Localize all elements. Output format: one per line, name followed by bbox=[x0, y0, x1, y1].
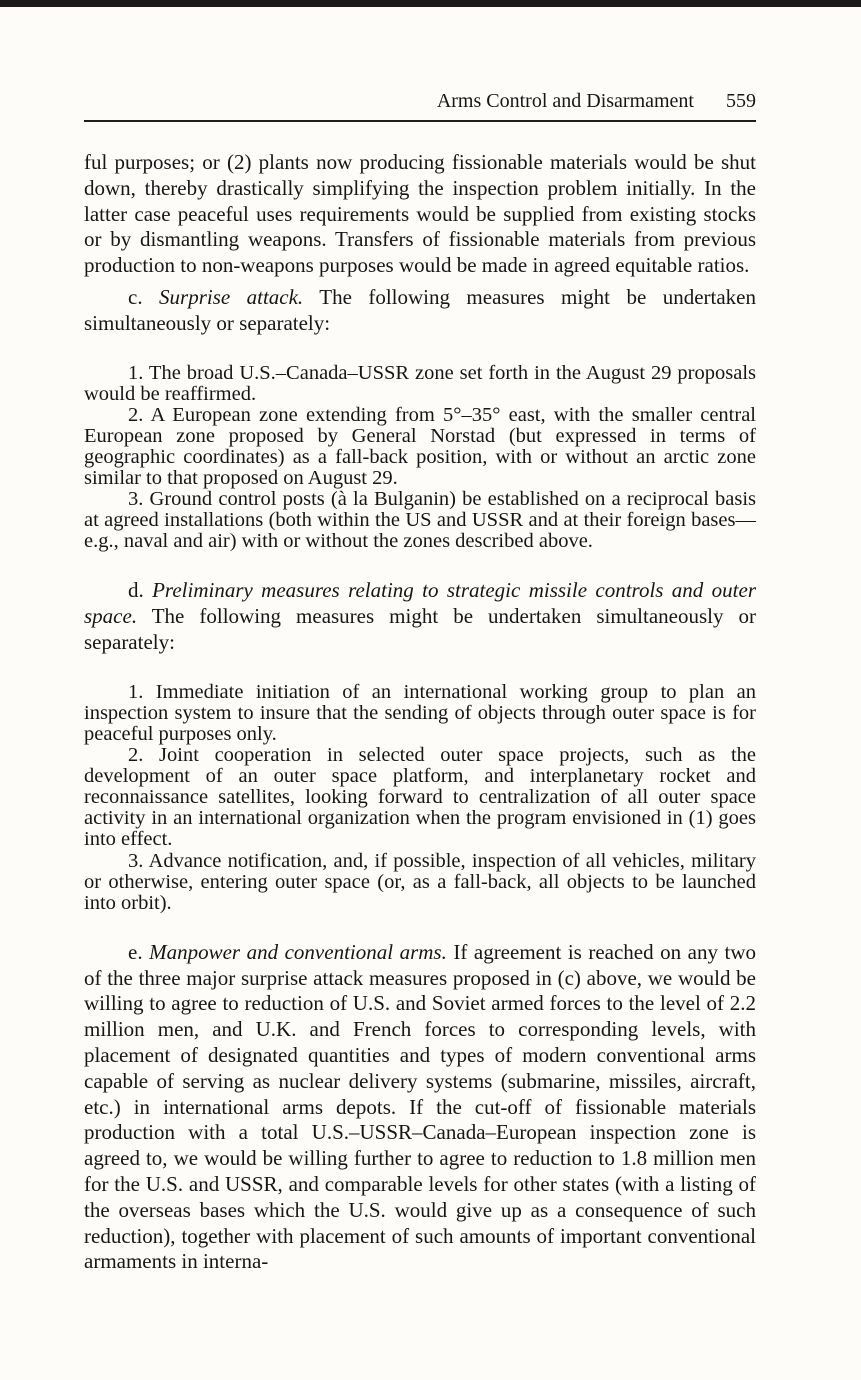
page-number: 559 bbox=[726, 90, 756, 112]
section-d-item-3: 3. Advance notification, and, if possible, inspection of all vehicles, military or otherwise, entering outer space (or, as a fall-back, all objects to be launched into orbit). bbox=[84, 849, 756, 914]
section-c-marker: c. bbox=[128, 284, 143, 309]
continuation-paragraph: ful purposes; or (2) plants now producing fissionable materials would be shut down, thereby drastically simplifying the inspection problem initially. In the latter case peaceful uses requirements would be supplied from existing stocks or by dismantling weapons. Transfers of fissionable materials from previous production to non-weapons purposes would be made in agreed equitable ratios. bbox=[84, 150, 756, 278]
section-c-item-3: 3. Ground control posts (à la Bulganin) be established on a reciprocal basis at agreed installations (both within the US and USSR and at their foreign bases—e.g., naval and air) with or without the zones described above. bbox=[84, 488, 756, 553]
section-c-intro-text: The following measures might be undertaken simultaneously or separately: bbox=[84, 284, 756, 335]
scan-top-edge bbox=[0, 0, 861, 7]
running-title: Arms Control and Disarmament bbox=[436, 90, 694, 112]
section-d-item-2: 2. Joint cooperation in selected outer space projects, such as the development of an outer space platform, and interplanetary rocket and reconnaissance satellites, looking forward to centralization of all outer space activity in an international organization when the program envisioned in (1) goes into effect. bbox=[84, 744, 756, 851]
page-body bbox=[84, 150, 756, 1275]
section-d-marker: d. bbox=[128, 578, 144, 603]
section-e-text: If agreement is reached on any two of the three major surprise attack measures proposed in (c) above, we would be willing to agree to reduction of U.S. and Soviet armed forces to the level of 2.2 million men, and U.K. and French forces to corresponding levels, with placement of designated quantities and types of modern conventional arms capable of serving as nuclear delivery systems (submarine, missiles, aircraft, etc.) in international arms depots. If the cut-off of fissionable materials production with a total U.S.–USSR–Canada–European inspection zone is agreed to, we would be willing further to agree to reduction to 1.8 million men for the U.S. and USSR, and comparable levels for other states (with a listing of the overseas bases which the U.S. would give up as a consequence of such reduction), together with placement of such amounts of important conventional armaments in interna- bbox=[84, 939, 756, 1274]
section-d-intro bbox=[84, 578, 756, 655]
section-c-item-1: 1. The broad U.S.–Canada–USSR zone set forth in the August 29 proposals would be reaffirmed. bbox=[84, 361, 756, 405]
section-e-marker: e. bbox=[128, 939, 143, 964]
section-d-item-1: 1. Immediate initiation of an international working group to plan an inspection system to insure that the sending of objects through outer space is for peaceful purposes only. bbox=[84, 680, 756, 745]
section-d-intro-text: The following measures might be undertaken simultaneously or separately: bbox=[84, 604, 756, 655]
section-c-heading: Surprise attack. bbox=[159, 284, 304, 309]
section-e-paragraph bbox=[84, 940, 756, 1275]
section-d-heading: Preliminary measures relating to strategic missile controls and outer space. bbox=[84, 578, 756, 629]
section-e-heading: Manpower and conventional arms. bbox=[149, 939, 447, 964]
page-header bbox=[84, 88, 756, 122]
section-c-item-2: 2. A European zone extending from 5°–35° east, with the smaller central European zone proposed by General Norstad (but expressed in terms of geographic coordinates) as a fall-back position, with or without an arctic zone similar to that proposed on August 29. bbox=[84, 403, 756, 490]
section-c-intro bbox=[84, 285, 756, 337]
